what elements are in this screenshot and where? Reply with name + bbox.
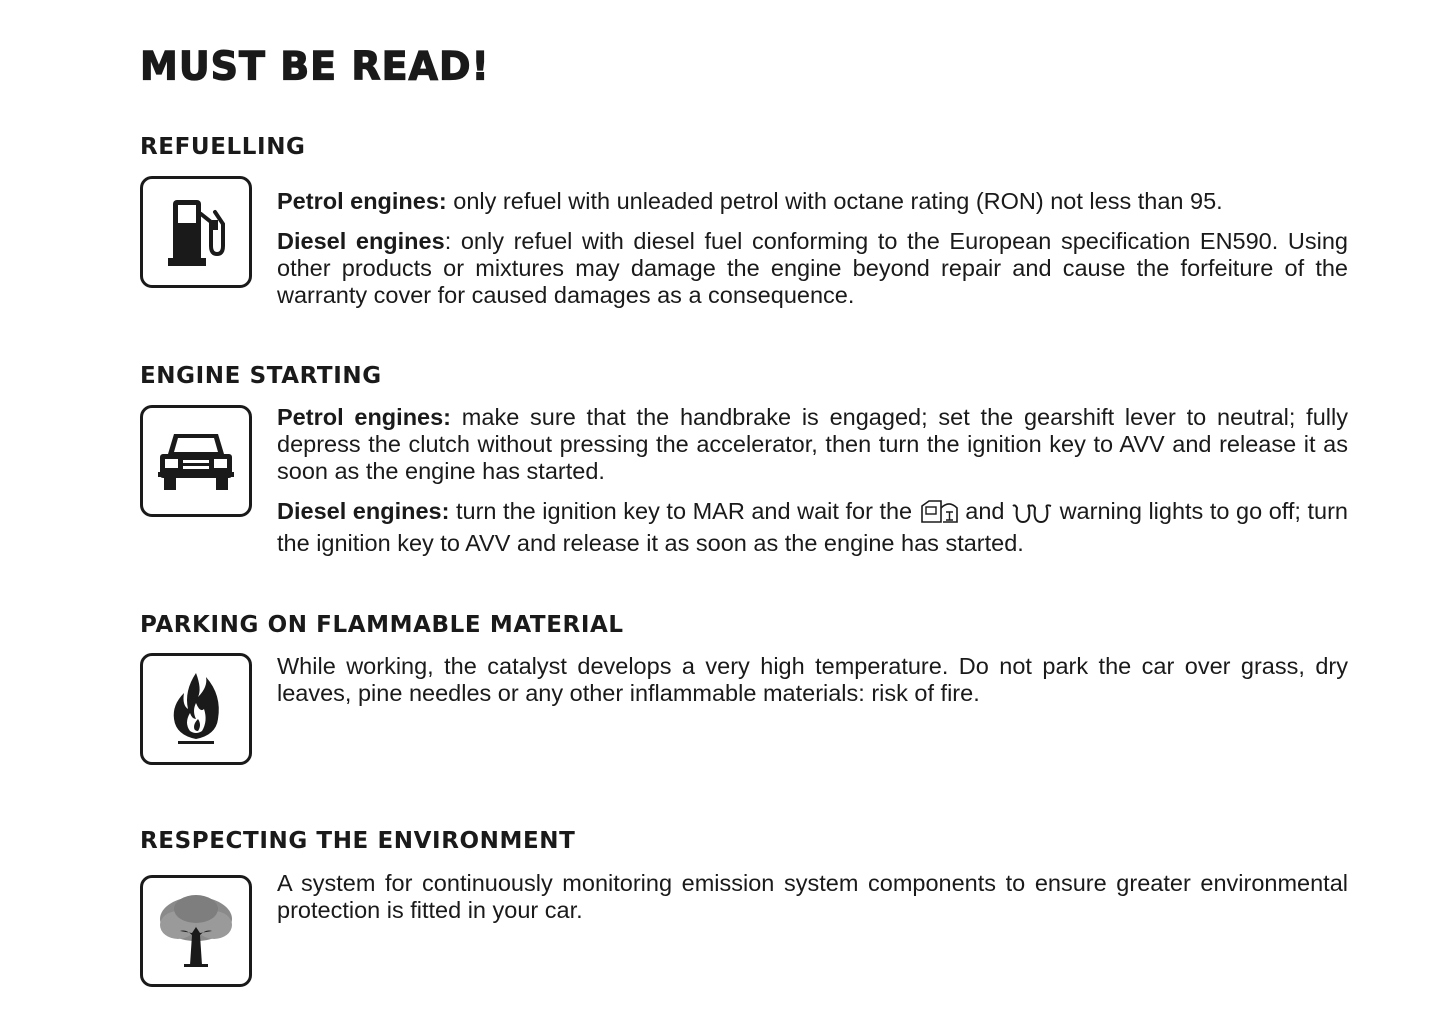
petrol-label: Petrol engines: bbox=[277, 188, 447, 214]
environment-text bbox=[277, 870, 1348, 937]
car-front-icon bbox=[140, 405, 252, 517]
parking-paragraph: While working, the catalyst develops a very high temperature. Do not park the car over grass, dry leaves, pine needles or any other inflammable materials: risk of fire. bbox=[277, 653, 1348, 706]
diesel-label: Diesel engines bbox=[277, 228, 445, 254]
engine-petrol-paragraph bbox=[277, 404, 1348, 485]
fuel-pump-icon bbox=[140, 176, 252, 288]
page-title: MUST BE READ! bbox=[140, 43, 490, 89]
engine-diesel-text-c: warning lights to go off; turn the ignition key to AVV and release it as soon as the engine has started. bbox=[277, 498, 1348, 556]
refuelling-text bbox=[277, 188, 1348, 322]
engine-starting-text bbox=[277, 404, 1348, 570]
section-heading-refuelling: REFUELLING bbox=[140, 134, 306, 160]
section-heading-environment: RESPECTING THE ENVIRONMENT bbox=[140, 828, 576, 854]
section-parking bbox=[140, 611, 1348, 706]
petrol-text: only refuel with unleaded petrol with octane rating (RON) not less than 95. bbox=[446, 188, 1223, 214]
glow-plug-icon bbox=[1011, 502, 1053, 530]
section-heading-parking: PARKING ON FLAMMABLE MATERIAL bbox=[140, 612, 624, 638]
engine-diesel-paragraph bbox=[277, 498, 1348, 557]
tree-icon bbox=[140, 875, 252, 987]
engine-petrol-label: Petrol engines: bbox=[277, 404, 452, 430]
flame-icon bbox=[140, 653, 252, 765]
engine-diesel-text-b: and bbox=[958, 498, 1012, 524]
section-engine-starting bbox=[140, 362, 1348, 556]
environment-paragraph: A system for continuously monitoring emission system components to ensure greater environmental protection is fitted in your car. bbox=[277, 870, 1348, 923]
section-environment bbox=[140, 827, 1348, 923]
diesel-text: : only refuel with diesel fuel conforming to the European specification EN590. Using other products or mixtures may damage the engine beyond repair and cause the forfeiture of the warranty cover for caused damages as a consequence. bbox=[277, 228, 1348, 308]
parking-text bbox=[277, 653, 1348, 720]
immobilizer-warning-icon bbox=[919, 498, 959, 530]
engine-diesel-text-a: turn the ignition key to MAR and wait for the bbox=[449, 498, 919, 524]
engine-petrol-text: make sure that the handbrake is engaged; set the gearshift lever to neutral; fully depress the clutch without pressing the accelerator, then turn the ignition key to AVV and release it as soon as the engine has started. bbox=[277, 404, 1348, 484]
section-refuelling bbox=[140, 133, 1348, 308]
refuelling-petrol-paragraph bbox=[277, 188, 1348, 215]
engine-diesel-label: Diesel engines: bbox=[277, 498, 450, 524]
section-heading-engine-starting: ENGINE STARTING bbox=[140, 363, 382, 389]
refuelling-diesel-paragraph bbox=[277, 228, 1348, 309]
